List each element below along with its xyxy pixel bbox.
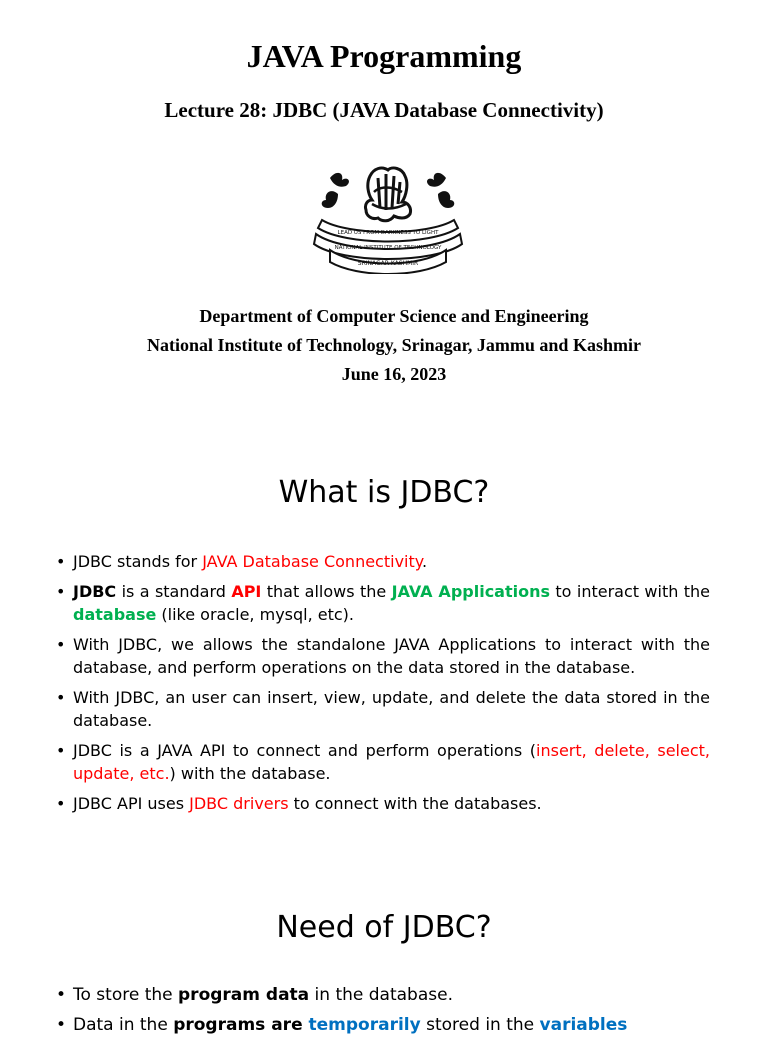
bullet-text: With JDBC, we allows the standalone JAVA Applications to interact with the database, and perform operations on the data stored in the database. xyxy=(73,635,710,677)
highlight-text: JAVA Applications xyxy=(391,582,551,601)
institute-line: National Institute of Technology, Srinagar, Jammu and Kashmir xyxy=(147,335,641,355)
list-item xyxy=(56,580,710,626)
logo-ribbon-3: SRINAGAR KASHMIR xyxy=(357,260,419,267)
list-item xyxy=(56,792,710,815)
bullet-text: to connect with the databases. xyxy=(288,794,542,813)
bullet-text: JDBC stands for xyxy=(73,552,203,571)
bullet-text: JDBC API uses xyxy=(73,794,190,813)
date-line: June 16, 2023 xyxy=(341,364,447,384)
list-item xyxy=(56,984,710,1007)
bold-text: JDBC xyxy=(73,582,117,601)
bullet-text: With JDBC, an user can insert, view, update, and delete the data stored in the database. xyxy=(73,688,710,730)
list-item xyxy=(56,1014,710,1037)
bullet-text: JDBC is a JAVA API to connect and perform operations ( xyxy=(73,741,537,760)
logo-ribbon-2: NATIONAL INSTITUTE OF TECHNOLOGY xyxy=(334,245,442,251)
bullet-text: is a standard xyxy=(116,582,232,601)
highlight-text: JDBC drivers xyxy=(189,794,289,813)
bullet-text: Data in the xyxy=(73,1015,174,1035)
bullet-text: (like oracle, mysql, etc). xyxy=(156,605,355,624)
nit-srinagar-emblem-icon xyxy=(308,164,468,274)
list-item xyxy=(56,686,710,732)
bullet-text: in the database. xyxy=(309,985,453,1005)
bullet-text: that allows the xyxy=(261,582,392,601)
bold-text: programs are xyxy=(173,1015,309,1035)
lecture-title: Lecture 28: JDBC (JAVA Database Connectivity) xyxy=(164,98,604,122)
list-item xyxy=(56,550,710,573)
bullet-text: to interact with the xyxy=(550,582,711,601)
course-title: JAVA Programming xyxy=(246,38,522,74)
highlight-text: database xyxy=(73,605,157,624)
bullet-text: stored in the xyxy=(420,1015,540,1035)
need-of-jdbc-list xyxy=(56,984,710,1044)
section-title-need-of-jdbc: Need of JDBC? xyxy=(276,910,492,945)
highlight-text: API xyxy=(231,582,262,601)
highlight-text: insert, delete, select, update, etc. xyxy=(73,741,710,783)
what-is-jdbc-list xyxy=(56,550,710,822)
list-item xyxy=(56,633,710,679)
bullet-text: ) with the database. xyxy=(169,764,331,783)
department-line: Department of Computer Science and Engineering xyxy=(199,306,589,326)
highlight-text: variables xyxy=(539,1015,628,1035)
section-title-what-is-jdbc: What is JDBC? xyxy=(278,475,490,510)
highlight-text: temporarily xyxy=(308,1015,421,1035)
highlight-text: JAVA Database Connectivity xyxy=(202,552,422,571)
bold-text: program data xyxy=(178,985,310,1005)
bullet-text: . xyxy=(421,552,428,571)
list-item xyxy=(56,739,710,785)
logo-ribbon-1: LEAD US FROM DARKNESS TO LIGHT xyxy=(337,230,439,236)
bullet-text: To store the xyxy=(73,985,179,1005)
